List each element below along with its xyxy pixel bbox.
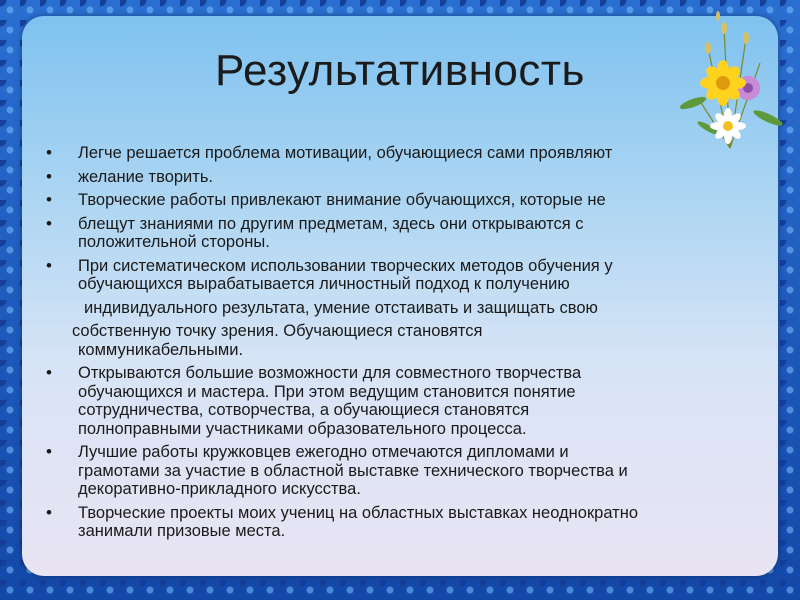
list-item-continuation: положительной стороны. bbox=[78, 233, 270, 251]
bullet-list bbox=[42, 144, 762, 541]
list-item-continuation: индивидуального результата, умение отстаивать и защищать свою bbox=[84, 298, 598, 317]
list-item: • Творческие проекты моих учениц на областных выставках неоднократно bbox=[42, 504, 762, 523]
list-item-continuation: сотрудничества, сотворчества, а обучающиеся становятся bbox=[78, 401, 530, 419]
list-item: • Творческие работы привлекают внимание обучающихся, которые не bbox=[42, 191, 762, 210]
list-item-continuation: коммуникабельными. bbox=[78, 340, 244, 359]
list-item-continuation: грамотами за участие в областной выставке технического творчества и bbox=[78, 461, 628, 480]
list-item-continuation: занимали призовые места. bbox=[78, 522, 286, 540]
list-item-continuation: собственную точку зрения. Обучающиеся становятся bbox=[72, 322, 483, 340]
list-item: • Открываются большие возможности для совместного творчества bbox=[42, 364, 762, 383]
list-item: • При систематическом использовании творческих методов обучения у bbox=[42, 257, 762, 276]
list-item: • блещут знаниями по другим предметам, здесь они открываются с bbox=[42, 215, 762, 234]
list-item-continuation: декоративно-прикладного искусства. bbox=[78, 480, 361, 498]
list-item-continuation: полноправными участниками образовательного процесса. bbox=[78, 419, 527, 438]
list-item-continuation: обучающихся и мастера. При этом ведущим становится понятие bbox=[78, 382, 576, 401]
list-item: • Легче решается проблема мотивации, обучающиеся сами проявляют bbox=[42, 144, 762, 163]
list-item: • Лучшие работы кружковцев ежегодно отмечаются дипломами и bbox=[42, 443, 762, 462]
list-item-continuation: обучающихся вырабатывается личностный подход к получению bbox=[78, 275, 570, 293]
slide-title: Результативность bbox=[215, 46, 585, 95]
list-item: • желание творить. bbox=[42, 168, 762, 187]
